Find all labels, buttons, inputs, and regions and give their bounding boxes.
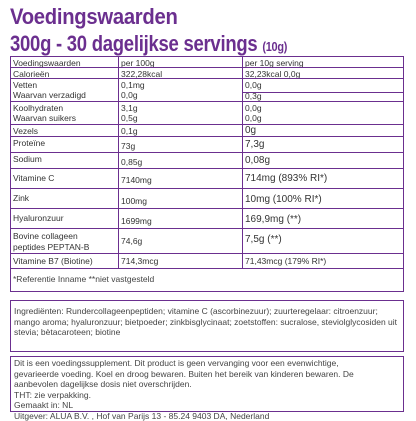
row-value-100g: 0,1g [119,125,243,136]
row-value-serving: 0,08g [243,153,403,168]
row-value-serving [243,79,403,101]
serving-main: 0,0g [243,79,403,93]
ingredients-box [10,300,404,352]
nutrition-label [8,4,406,409]
row-label: Sodium [11,153,119,168]
row-label: Vitamine B7 (Biotine) [11,254,119,268]
table-row [11,153,403,169]
row-value-sub: 0,5g [121,113,240,123]
footnote: *Referentie Inname **niet vastgesteld [13,274,401,285]
table-row [11,79,403,102]
header-per100: per 100g [119,57,243,67]
row-label: Vitamine C [11,169,119,188]
nutrition-table [10,56,404,292]
publisher: Uitgever: ALUA B.V. , Hof van Parijs 13 - 85.24 9403 DA, Nederland [14,411,400,421]
row-value-serving: 10mg (100% RI*) [243,189,403,208]
subtitle-main: 300g - 30 dagelijkse servings [10,31,257,56]
subtitle-serving-size: (10g) [262,39,287,54]
label-subtitle [10,31,287,57]
row-label-main: Vetten [13,80,116,90]
table-row [11,229,403,254]
row-value-100g: 74,6g [119,229,243,253]
row-value-sub: 0,0g [121,90,240,100]
row-label-sub: peptides PEPTAN-B [13,242,116,253]
serving-sub: 0,0g [245,113,401,123]
ingredients-text: Ingrediënten: Rundercollageenpeptiden; vitamine C (ascorbinezuur); zuurteregelaar: citroenzuur; mango aroma; hyaluronzuur; bietpoeder; zinkbisglycinaat; zoetstoffen: sucralose, steviolglycosiden uit stevia; bètacaroteen; biotine [14,306,400,338]
row-label: Zink [11,189,119,208]
row-label-sub: Waarvan suikers [13,113,116,123]
table-row [11,137,403,153]
table-header-row [11,57,403,68]
table-row [11,125,403,137]
row-label: Proteïne [11,137,119,152]
label-title: Voedingswaarden [10,4,178,30]
row-value-100g: 1699mg [119,209,243,228]
row-value-serving: 0g [243,125,403,136]
table-row [11,189,403,209]
row-value-100g: 322,28kcal [119,68,243,78]
row-label: Hyaluronzuur [11,209,119,228]
row-value-100g: 714,3mcg [119,254,243,268]
row-value-serving: 32,23kcal 0,0g [243,68,403,78]
row-value-main: 0,1mg [121,80,240,90]
table-row [11,254,403,269]
row-label-sub: Waarvan verzadigd [13,90,116,100]
best-before: THT: zie verpakking. [14,390,400,401]
serving-sub: 0,3g [243,90,403,101]
row-value-serving: 7,3g [243,137,403,152]
disclaimer-line: gevarieerde voeding. Koel en droog bewaren. Buiten het bereik van kinderen bewaren. De [14,369,400,380]
row-label-main: Koolhydraten [13,103,116,113]
row-value-100g: 0,85g [119,153,243,168]
row-value-serving: 7,5g (**) [243,229,403,253]
row-label: Calorieën [11,68,119,78]
row-label: Vezels [11,125,119,136]
table-row [11,169,403,189]
row-value-100g [119,102,243,124]
row-value-serving: 714mg (893% RI*) [243,169,403,188]
row-label [11,79,119,101]
table-row [11,209,403,229]
row-value-serving [243,102,403,124]
made-in: Gemaakt in: NL [14,400,400,411]
row-value-100g: 100mg [119,189,243,208]
table-row [11,68,403,79]
row-label [11,102,119,124]
table-row [11,102,403,125]
row-label [11,229,119,253]
table-footnote-row [11,269,403,291]
header-label: Voedingswaarden [11,57,119,67]
row-value-main: 3,1g [121,103,240,113]
row-value-serving: 169,9mg (**) [243,209,403,228]
row-value-100g: 7140mg [119,169,243,188]
header-perserving: per 10g serving [243,57,403,67]
row-label-main: Bovine collageen [13,231,116,242]
disclaimer-line: aanbevolen dagelijkse dosis niet overschrijden. [14,379,400,390]
row-value-serving: 71,43mcg (179% RI*) [243,254,403,268]
serving-main: 0,0g [245,103,401,113]
disclaimer-line: Dit is een voedingssupplement. Dit product is geen vervanging voor een evenwichtige, [14,358,400,369]
row-value-100g: 73g [119,137,243,152]
disclaimer-box [10,356,404,412]
row-value-100g [119,79,243,101]
